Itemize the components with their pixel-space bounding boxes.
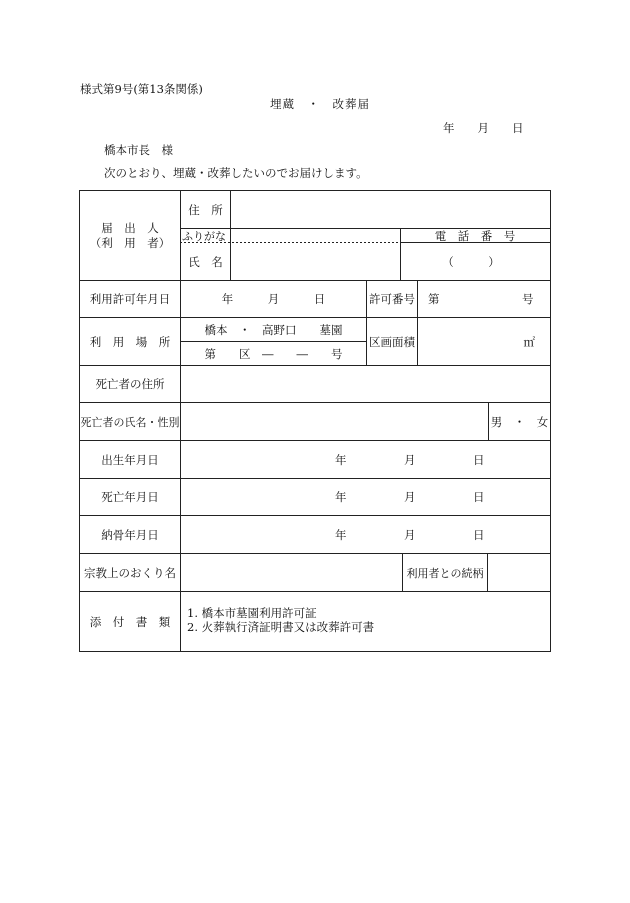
furigana-field[interactable] [232,229,399,242]
applicant-label-line1: 届 出 人 [101,220,159,235]
attachments-list [187,606,374,634]
intro-text: 次のとおり、埋蔵・改葬したいのでお届けします。 [104,166,368,180]
deceased-name-field[interactable] [181,403,488,440]
relation-field[interactable] [488,554,549,591]
permit-date-field[interactable]: 年 月 日 [221,292,326,306]
area-field[interactable]: ㎡ [523,334,535,349]
submission-date: 年 月 日 [443,121,524,135]
phone-field[interactable]: （ ） [442,254,500,269]
applicant-label-line2: （利 用 者） [89,235,171,250]
interment-date-label: 納骨年月日 [101,527,159,542]
sex-options[interactable]: 男 ・ 女 [490,414,549,429]
death-date-label: 死亡年月日 [101,490,159,504]
addressee: 橋本市長 様 [104,143,173,157]
posthumous-name-label: 宗教上のおくり名 [84,565,176,580]
deceased-address-field[interactable] [181,366,549,402]
deceased-address-label: 死亡者の住所 [95,377,165,391]
form-title: 埋蔵 ・ 改葬届 [270,97,370,111]
area-label: 区画面積 [369,334,415,349]
relation-label: 利用者との続柄 [406,566,484,580]
phone-label: 電 話 番 号 [434,228,516,243]
permit-number-suffix: 号 [522,292,534,306]
form-number: 様式第9号(第13条関係) [80,82,203,96]
section-number[interactable]: 第 区 ― ― 号 [204,346,343,361]
address-label: 住 所 [188,202,223,217]
permit-number-prefix: 第 [428,292,440,306]
interment-date-field[interactable]: 年 月 日 [335,527,485,542]
attachments-label: 添 付 書 類 [89,614,171,629]
permit-date-label: 利用許可年月日 [89,292,171,306]
deceased-name-sex-label: 死亡者の氏名・性別 [80,415,180,429]
birth-date-label: 出生年月日 [101,452,159,467]
attachment-item: 1. 橋本市墓園利用許可証 [187,606,317,620]
cemetery-choice[interactable]: 橋本 ・ 高野口 墓園 [204,322,343,337]
furigana-label: ふりがな [182,229,226,243]
attachment-item: 2. 火葬執行済証明書又は改葬許可書 [187,620,375,634]
permit-number-label: 許可番号 [369,292,415,306]
applicant-label [80,191,180,280]
name-label: 氏 名 [188,254,223,269]
birth-date-field[interactable]: 年 月 日 [335,452,485,467]
address-field[interactable] [232,191,548,228]
posthumous-name-field[interactable] [181,554,402,591]
permit-number-field[interactable] [445,281,515,317]
death-date-field[interactable]: 年 月 日 [335,490,485,504]
location-label: 利 用 場 所 [89,334,171,349]
name-field[interactable] [232,243,399,280]
